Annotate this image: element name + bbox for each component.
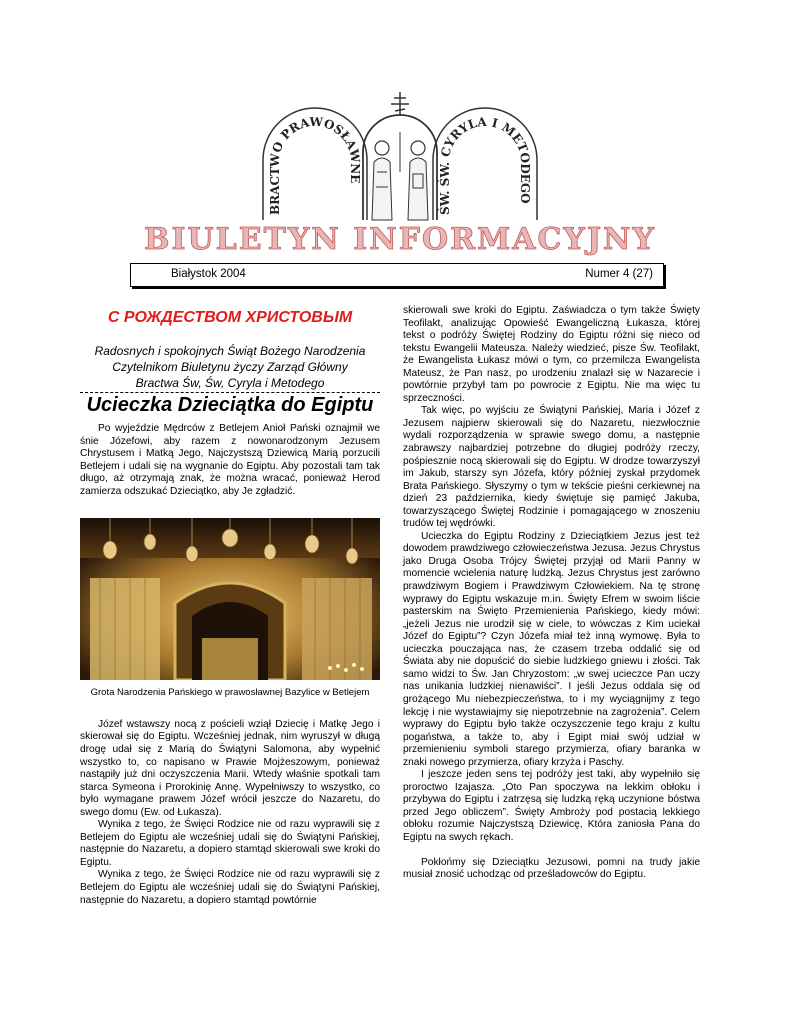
intro-paragraph: Po wyjeździe Mędrców z Betlejem Anioł Pański oznajmił we śnie Józefowi, aby razem z nowonarodzonym Jezusem Chrystusem i Matką Jego, Najczystszą Dziewicą Marią porzucili Betlejem i udali się na wygnanie do Egiptu. Aby pozostali tam tak długo, aż otrzymają znak, że można wracać, ponieważ Herod zamierza odszukać Dzieciątko, aby Je zgładzić. xyxy=(80,423,380,497)
greeting-line: Radosnych i spokojnych Świąt Bożego Narodzenia xyxy=(94,343,366,358)
photo-caption: Grota Narodzenia Pańskiego w prawosławnej Bazylice w Betlejem xyxy=(90,687,370,699)
issue-number: Numer 4 (27) xyxy=(585,268,653,280)
bulletin-title: BIULETYN INFORMACYJNY xyxy=(144,222,656,257)
brand-left-text: BRACTWO PRAWOSŁAWNE xyxy=(267,114,363,215)
closing-paragraph: Pokłońmy się Dzieciątku Jezusowi, pomni na trudy jakie musiał znosić uchodząc od prześladowców do Egiptu. xyxy=(403,856,700,881)
body-paragraph: Ucieczka do Egiptu Rodziny z Dzieciątkiem Jezus jest też dowodem prawdziwego człowieczeństwa Jezusa. Jezus Chrystus jako Druga Osoba Trójcy Świętej przyjął od Marii Panny w momencie wcielenia naturę ludzką. Jezus Chrystus jest zarówno prawdziwym Bogiem i Prawdziwym Człowiekiem. Na tę stronę wyprawy do Egiptu wskazuje m.in. Święty Efrem w swoim liście pasterskim na Święto Przemienienia Pańskiego, kiedy mówi: „jeżeli Jezus nie urodził się w ciele, to wówczas z Kim uciekał Józef do Egiptu”? Czyn Józefa miał też inną wymowę. Była to ucieczka pouczająca nas, że czasem trzeba oddalić się od Świata aby nie dopuścić do siebie ludzkiego gniewu i złości. Tak samo widzi to Św. Jan Chryzostom: „w swej ucieczce Pan uczy nas unikania ludzkiej nienawiści”. I jeśli Jezus oddala się od grożącego Mu niebezpieczeństwa, to i my wyciągnijmy z tego lekcję i nie wystawiajmy się niepotrzebnie na zagrożenia”. Celem wyprawy do Egiptu było także oczyszczenie tego kraju z kultu pogaństwa, a także to, aby i Egipt miał swój udział w przemienieniu symboli starego przymierza, ofiary baranka w znaki nowego przymierza, ofiary krzyża i Paschy. xyxy=(403,530,700,768)
dashed-divider xyxy=(80,392,380,393)
grotto-photo xyxy=(80,518,380,680)
brand-right-text: ŚW. ŚW. CYRYLA I METODEGO xyxy=(437,114,533,215)
city-year: Białystok 2004 xyxy=(171,268,246,280)
body-paragraph: skierowali swe kroki do Egiptu. Zaświadcza o tym także Święty Teofilakt, analizując Opowieść Ewangeliczną Łukasza, której tekst o podróży Świętej Rodziny do Egiptu różni się nieco od tekstu Ewangelii Mateusza. Należy wiedzieć, pisze Św. Teofilakt, że Ewangelista Łukasz mówi o tym, co przemilcza Ewangelista Mateusz, że Pan nasz, po urodzeniu znalazł się w Nazarecie i powtórnie przybył tam po powrocie z Egiptu. Nie ma więc tu sprzeczności. xyxy=(403,305,700,404)
christmas-greeting-heading: С РОЖДЕСТВОМ ХРИСТОВЫМ xyxy=(107,309,353,326)
body-paragraph: I jeszcze jeden sens tej podróży jest taki, aby wypełniło się proroctwo Izajasza. „Oto Pan spoczywa na lekkim obłoku i przybywa do Egiptu i zatrzęsą się ludzką ręką uczynione bóstwa przed Jego obliczem”. Święty Ambroży pod postacią lekkiego obłoku rozumie Najczystszą Dziewicę, Która zaniosła Pana do Egiptu na swych rękach. xyxy=(403,769,700,843)
left-column xyxy=(80,309,380,907)
article-title: Ucieczka Dzieciątka do Egiptu xyxy=(86,393,374,416)
greeting-text xyxy=(80,343,380,391)
greeting-line: Czytelnikom Biuletynu życzy Zarząd Główny xyxy=(112,359,348,374)
issue-info-bar xyxy=(130,263,664,287)
body-paragraph: Józef wstawszy nocą z pościeli wziął Dziecię i Matkę Jego i skierował się do Egiptu. Wcześniej jednak, nim wyruszył w długą drogę udał się z Marią do Świątyni Salomona, aby wypełnić wszystko to, co napisano w Prawie Mojżeszowym, ponieważ nastąpiły już dni oczyszczenia Marii. Wtedy właśnie spotkali tam starca Symeona i Prorokinię Annę. Wypełniwszy to wszystko, co było wymagane prawem Józef wrócił jeszcze do Nazaretu, do swego domu (Ew. od Łukasza). xyxy=(80,718,380,818)
right-column xyxy=(403,305,700,882)
greeting-line: Bractwa Św, Św, Cyryla i Metodego xyxy=(135,375,325,390)
body-paragraph: Tak więc, po wyjściu ze Świątyni Pańskiej, Maria i Józef z Jezusem najpierw skierowali się do Nazaretu, niezwłocznie wydali rozporządzenia w sprawie swego domu, a następnie zabrawszy najbardziej potrzebne do długiej podróży rzeczy, pośpiesznie nocą skierowali się do Egiptu. W drodze towarzyszył im Jakub, starszy syn Józefa, który później zyskał przydomek Brata Pańskiego. Słyszymy o tym w tekście pieśni cerkiewnej na dzień 23 października, kiedy świętuje się pamięć Jakuba, towarzyszącego Świętej Rodzinie i pomagającego w znoszeniu trudów tej wędrówki. xyxy=(403,405,700,530)
body-paragraph: Wynika z tego, że Święci Rodzice nie od razu wyprawili się z Betlejem do Egiptu ale wcześniej udali się do Świątyni Pańskiej, następnie do Nazaretu, a dopiero stamtąd skierowali swe kroki do Egiptu. xyxy=(80,819,380,868)
masthead-emblem xyxy=(255,92,545,222)
body-paragraph: Wynika z tego, że Święci Rodzice nie od razu wyprawili się z Betlejem do Egiptu ale wcześniej udali się do Świątyni Pańskiej, następnie do Nazaretu, a dopiero stamtąd powtórnie xyxy=(80,869,380,906)
